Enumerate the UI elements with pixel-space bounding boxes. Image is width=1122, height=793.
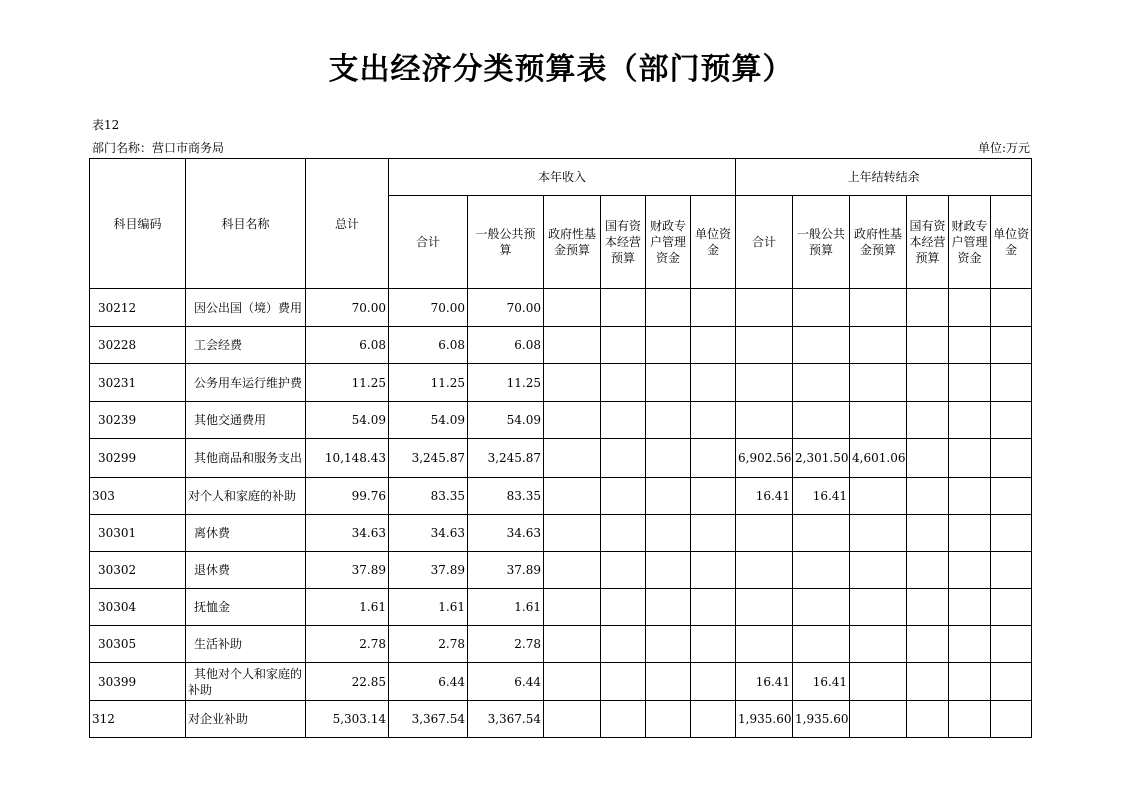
cell-carryover	[850, 515, 907, 552]
unit-label: 单位:万元	[977, 141, 1030, 155]
cell-current-year: 70.00	[468, 289, 544, 327]
cell-code: 30302	[90, 552, 186, 589]
cell-code: 30228	[90, 327, 186, 364]
cell-current-year	[544, 364, 601, 402]
cell-total: 22.85	[306, 663, 389, 701]
cell-current-year	[544, 663, 601, 701]
cell-code: 30305	[90, 626, 186, 663]
cell-current-year: 6.08	[389, 327, 468, 364]
header-total: 总计	[306, 159, 389, 289]
cell-total: 54.09	[306, 402, 389, 439]
table-row	[90, 626, 1032, 663]
cell-name: 工会经费	[186, 327, 306, 364]
cell-carryover	[907, 552, 949, 589]
header-code: 科目编码	[90, 159, 186, 289]
cell-carryover	[949, 364, 991, 402]
cell-carryover	[949, 701, 991, 738]
table-row	[90, 289, 1032, 327]
cell-carryover	[736, 552, 793, 589]
cell-carryover: 16.41	[793, 663, 850, 701]
cell-carryover	[991, 589, 1032, 626]
cell-current-year	[601, 626, 646, 663]
cell-code: 30239	[90, 402, 186, 439]
cell-code: 30304	[90, 589, 186, 626]
cell-carryover	[949, 289, 991, 327]
cell-current-year	[646, 552, 691, 589]
cell-name: 生活补助	[186, 626, 306, 663]
cell-carryover	[736, 289, 793, 327]
cell-carryover	[793, 327, 850, 364]
cell-carryover	[949, 626, 991, 663]
header-current-year: 本年收入	[389, 159, 736, 196]
cell-carryover	[907, 289, 949, 327]
cell-current-year	[601, 515, 646, 552]
cell-current-year	[646, 589, 691, 626]
cell-current-year: 3,245.87	[389, 439, 468, 478]
cell-current-year: 70.00	[389, 289, 468, 327]
cell-code: 30399	[90, 663, 186, 701]
table-row	[90, 589, 1032, 626]
cell-current-year	[691, 478, 736, 515]
cell-code: 30231	[90, 364, 186, 402]
cell-current-year	[691, 515, 736, 552]
cell-carryover	[991, 439, 1032, 478]
cell-current-year: 11.25	[468, 364, 544, 402]
cell-current-year	[646, 626, 691, 663]
cell-carryover	[991, 701, 1032, 738]
cell-current-year: 83.35	[468, 478, 544, 515]
cell-current-year	[601, 364, 646, 402]
cell-current-year: 3,367.54	[468, 701, 544, 738]
cell-carryover: 16.41	[736, 478, 793, 515]
cell-current-year	[601, 289, 646, 327]
cell-carryover	[850, 327, 907, 364]
cell-carryover	[793, 589, 850, 626]
cell-code: 303	[90, 478, 186, 515]
cell-current-year	[646, 663, 691, 701]
cell-name: 离休费	[186, 515, 306, 552]
header-co-unit-fund: 单位资金	[991, 196, 1032, 289]
table-number: 表12	[92, 118, 120, 132]
cell-name: 其他对个人和家庭的补助	[186, 663, 306, 701]
cell-carryover	[736, 626, 793, 663]
header-name: 科目名称	[186, 159, 306, 289]
cell-current-year	[646, 402, 691, 439]
cell-name: 抚恤金	[186, 589, 306, 626]
cell-code: 30299	[90, 439, 186, 478]
cell-carryover	[949, 552, 991, 589]
cell-name: 对企业补助	[186, 701, 306, 738]
cell-carryover: 2,301.50	[793, 439, 850, 478]
cell-current-year	[646, 439, 691, 478]
cell-carryover	[949, 327, 991, 364]
cell-current-year: 3,245.87	[468, 439, 544, 478]
cell-current-year	[646, 478, 691, 515]
cell-code: 30301	[90, 515, 186, 552]
cell-current-year	[601, 478, 646, 515]
table-row	[90, 402, 1032, 439]
cell-carryover	[991, 552, 1032, 589]
cell-carryover	[907, 589, 949, 626]
header-co-fund: 政府性基金预算	[850, 196, 907, 289]
budget-table	[89, 158, 1032, 738]
cell-current-year	[544, 515, 601, 552]
cell-current-year	[601, 589, 646, 626]
cell-current-year	[646, 327, 691, 364]
header-co-state-capital: 国有资本经营预算	[907, 196, 949, 289]
table-row	[90, 663, 1032, 701]
table-row	[90, 439, 1032, 478]
cell-carryover	[850, 289, 907, 327]
cell-carryover	[850, 364, 907, 402]
cell-current-year: 34.63	[468, 515, 544, 552]
cell-carryover	[907, 663, 949, 701]
cell-current-year: 54.09	[389, 402, 468, 439]
cell-carryover	[991, 626, 1032, 663]
cell-current-year	[646, 289, 691, 327]
cell-carryover	[850, 701, 907, 738]
cell-current-year	[691, 402, 736, 439]
cell-carryover	[907, 402, 949, 439]
cell-current-year	[544, 327, 601, 364]
cell-carryover	[991, 515, 1032, 552]
cell-carryover	[850, 663, 907, 701]
cell-total: 34.63	[306, 515, 389, 552]
cell-current-year	[601, 663, 646, 701]
cell-current-year	[601, 327, 646, 364]
cell-carryover	[907, 626, 949, 663]
cell-carryover	[991, 364, 1032, 402]
cell-carryover	[850, 552, 907, 589]
header-row-1	[90, 159, 1032, 196]
cell-current-year	[691, 327, 736, 364]
cell-current-year	[544, 589, 601, 626]
cell-total: 11.25	[306, 364, 389, 402]
cell-current-year	[544, 478, 601, 515]
cell-carryover	[736, 589, 793, 626]
cell-current-year	[691, 663, 736, 701]
cell-current-year	[646, 515, 691, 552]
table-row	[90, 478, 1032, 515]
cell-carryover	[949, 402, 991, 439]
cell-current-year	[544, 439, 601, 478]
cell-name: 因公出国（境）费用	[186, 289, 306, 327]
cell-carryover	[907, 478, 949, 515]
header-co-general: 一般公共预算	[793, 196, 850, 289]
header-cy-total: 合计	[389, 196, 468, 289]
cell-carryover	[907, 701, 949, 738]
cell-current-year	[646, 701, 691, 738]
cell-current-year	[691, 589, 736, 626]
cell-carryover: 16.41	[793, 478, 850, 515]
cell-carryover	[991, 478, 1032, 515]
cell-carryover	[949, 439, 991, 478]
cell-carryover	[793, 289, 850, 327]
header-cy-unit-fund: 单位资金	[691, 196, 736, 289]
cell-carryover: 16.41	[736, 663, 793, 701]
cell-carryover	[793, 552, 850, 589]
cell-carryover	[907, 327, 949, 364]
cell-current-year: 37.89	[468, 552, 544, 589]
cell-current-year	[691, 439, 736, 478]
cell-total: 10,148.43	[306, 439, 389, 478]
cell-carryover	[949, 589, 991, 626]
cell-current-year: 54.09	[468, 402, 544, 439]
cell-carryover	[736, 327, 793, 364]
cell-current-year: 1.61	[468, 589, 544, 626]
cell-current-year: 1.61	[389, 589, 468, 626]
cell-current-year	[601, 552, 646, 589]
cell-current-year	[601, 439, 646, 478]
page-title: 支出经济分类预算表（部门预算）	[328, 52, 794, 87]
cell-carryover	[850, 589, 907, 626]
cell-current-year	[544, 289, 601, 327]
cell-current-year	[544, 402, 601, 439]
cell-current-year: 2.78	[389, 626, 468, 663]
table-row	[90, 515, 1032, 552]
cell-carryover	[991, 663, 1032, 701]
table-row	[90, 364, 1032, 402]
cell-current-year	[601, 402, 646, 439]
cell-current-year	[544, 701, 601, 738]
cell-carryover	[793, 515, 850, 552]
cell-total: 70.00	[306, 289, 389, 327]
cell-carryover	[907, 439, 949, 478]
cell-current-year: 37.89	[389, 552, 468, 589]
cell-carryover	[736, 515, 793, 552]
cell-total: 99.76	[306, 478, 389, 515]
cell-current-year: 11.25	[389, 364, 468, 402]
cell-carryover	[991, 327, 1032, 364]
cell-name: 其他交通费用	[186, 402, 306, 439]
cell-current-year	[601, 701, 646, 738]
cell-carryover	[907, 364, 949, 402]
department-label: 部门名称：营口市商务局	[92, 141, 225, 155]
cell-current-year	[691, 626, 736, 663]
header-cy-fund: 政府性基金预算	[544, 196, 601, 289]
cell-current-year: 6.08	[468, 327, 544, 364]
cell-name: 其他商品和服务支出	[186, 439, 306, 478]
cell-current-year: 3,367.54	[389, 701, 468, 738]
cell-current-year: 6.44	[389, 663, 468, 701]
cell-current-year	[646, 364, 691, 402]
cell-current-year	[544, 626, 601, 663]
cell-carryover: 1,935.60	[793, 701, 850, 738]
cell-current-year	[691, 701, 736, 738]
cell-code: 30212	[90, 289, 186, 327]
cell-carryover	[793, 626, 850, 663]
header-co-total: 合计	[736, 196, 793, 289]
header-carryover: 上年结转结余	[736, 159, 1032, 196]
cell-carryover	[991, 402, 1032, 439]
cell-total: 2.78	[306, 626, 389, 663]
cell-current-year: 83.35	[389, 478, 468, 515]
cell-carryover	[736, 402, 793, 439]
header-cy-general: 一般公共预算	[468, 196, 544, 289]
cell-carryover	[793, 364, 850, 402]
table-row	[90, 552, 1032, 589]
cell-name: 退休费	[186, 552, 306, 589]
cell-carryover	[850, 478, 907, 515]
cell-current-year	[691, 289, 736, 327]
cell-current-year	[544, 552, 601, 589]
cell-current-year: 34.63	[389, 515, 468, 552]
cell-carryover	[850, 626, 907, 663]
cell-carryover	[991, 289, 1032, 327]
cell-carryover	[949, 663, 991, 701]
cell-total: 37.89	[306, 552, 389, 589]
cell-current-year	[691, 364, 736, 402]
cell-name: 对个人和家庭的补助	[186, 478, 306, 515]
cell-current-year	[691, 552, 736, 589]
cell-carryover	[793, 402, 850, 439]
cell-carryover	[850, 402, 907, 439]
cell-carryover	[949, 478, 991, 515]
cell-carryover: 6,902.56	[736, 439, 793, 478]
cell-carryover	[736, 364, 793, 402]
cell-name: 公务用车运行维护费	[186, 364, 306, 402]
cell-current-year: 6.44	[468, 663, 544, 701]
cell-current-year: 2.78	[468, 626, 544, 663]
header-cy-special-account: 财政专户管理资金	[646, 196, 691, 289]
cell-carryover	[907, 515, 949, 552]
table-row	[90, 701, 1032, 738]
header-cy-state-capital: 国有资本经营预算	[601, 196, 646, 289]
cell-carryover: 4,601.06	[850, 439, 907, 478]
cell-carryover	[949, 515, 991, 552]
cell-carryover: 1,935.60	[736, 701, 793, 738]
cell-total: 1.61	[306, 589, 389, 626]
cell-code: 312	[90, 701, 186, 738]
cell-total: 5,303.14	[306, 701, 389, 738]
table-row	[90, 327, 1032, 364]
cell-total: 6.08	[306, 327, 389, 364]
header-co-special-account: 财政专户管理资金	[949, 196, 991, 289]
